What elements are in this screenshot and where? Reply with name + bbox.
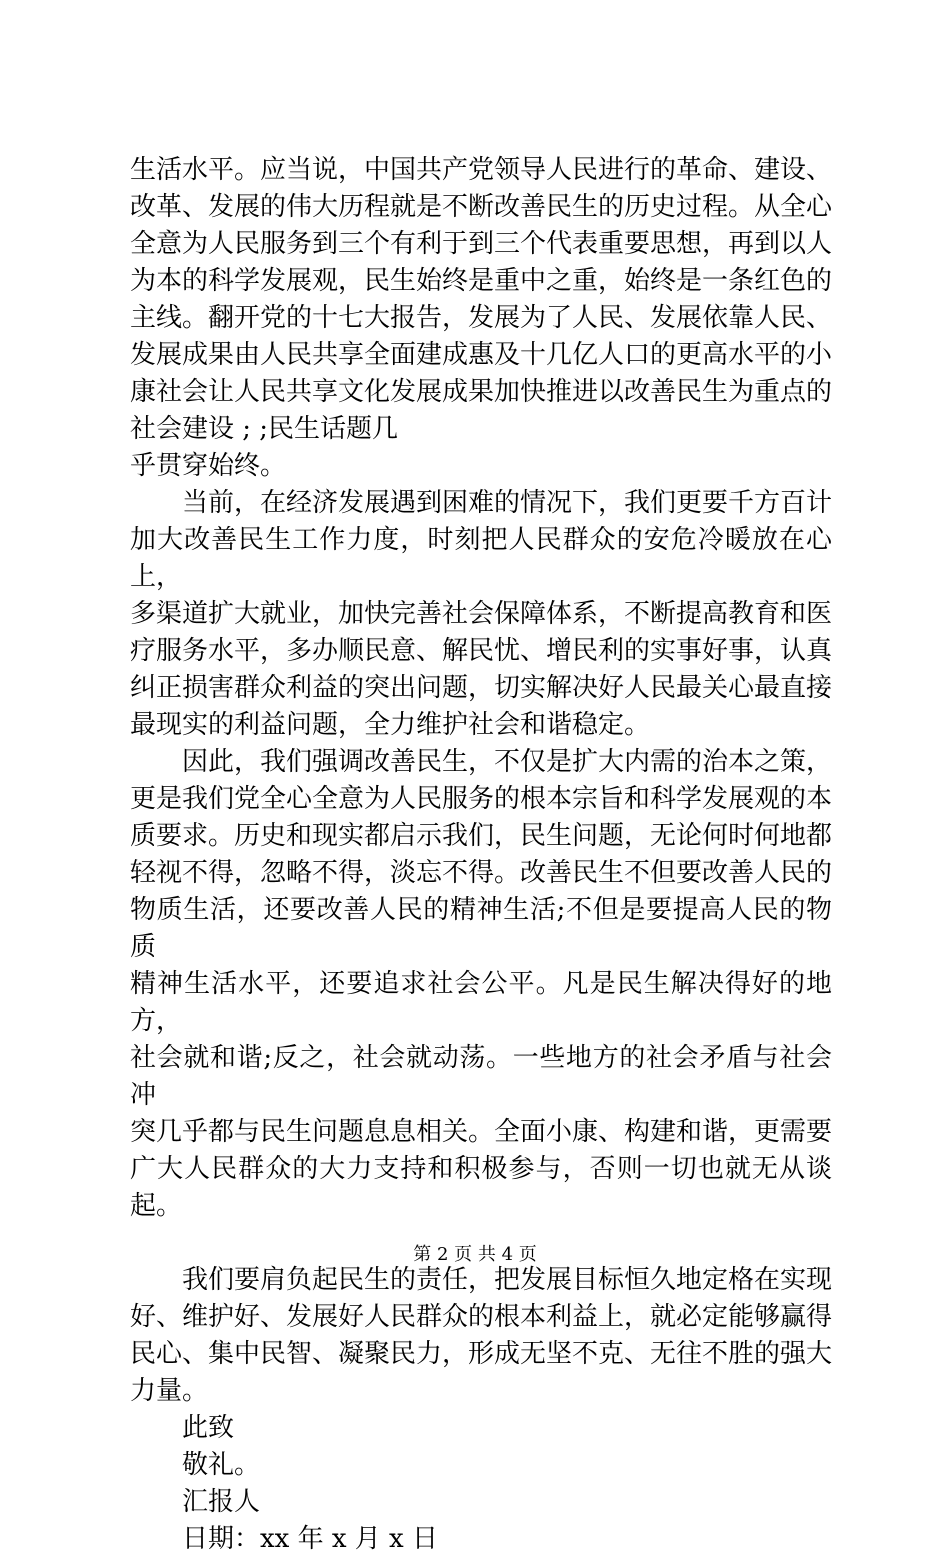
document-body [130, 152, 832, 1558]
page-footer [0, 1243, 950, 1267]
paragraph-1: 生活水平。应当说，中国共产党领导人民进行的革命、建设、 改革、发展的伟大历程就是不断改善民生的历史过程。从全心 全意为人民服务到三个有利于到三个代表重要思想，再到以人 为本的科学发展观，民生始终是重中之重，始终是一条红色的 主线。翻开党的十七大报告，发展为了人民、发展依靠人民、 发展成果由人民共享全面建成惠及十几亿人口的更高水平的小 康社会让人民共享文化发展成果加快推进以改善民生为重点的 社会建设 ; ;民生话题几 乎贯穿始终。 [130, 155, 833, 481]
closing-salutation: 此致 [182, 1413, 235, 1443]
closing-regards: 敬礼。 [182, 1450, 261, 1480]
paragraph-3: 因此，我们强调改善民生，不仅是扩大内需的治本之策， 更是我们党全心全意为人民服务的根本宗旨和科学发展观的本 质要求。历史和现实都启示我们，民生问题，无论何时何地都 轻视不得，忽略不得，淡忘不得。改善民生不但要改善人民的 物质生活，还要改善人民的精神生活;不但是要提高人民的物质 精神生活水平，还要追求社会公平。凡是民生解决得好的地方， 社会就和谐;反之，社会就动荡。一些地方的社会矛盾与社会冲 突几乎都与民生问题息息相关。全面小康、构建和谐，更需要 广大人民群众的大力支持和积极参与，否则一切也就无从谈起。 [130, 747, 833, 1221]
closing-reporter: 汇报人 [182, 1487, 261, 1517]
paragraph-4: 我们要肩负起民生的责任，把发展目标恒久地定格在实现 好、维护好、发展好人民群众的根本利益上，就必定能够赢得 民心、集中民智、凝聚民力，形成无坚不克、无往不胜的强大 力量。 [130, 1265, 833, 1406]
closing-date: 日期：xx 年 x 月 x 日 [182, 1524, 438, 1554]
page-indicator: 第 2 页 共 4 页 [413, 1244, 537, 1265]
paragraph-2: 当前，在经济发展遇到困难的情况下，我们更要千方百计 加大改善民生工作力度，时刻把人民群众的安危冷暖放在心上， 多渠道扩大就业，加快完善社会保障体系，不断提高教育和医 疗服务水平，多办顺民意、解民忧、增民利的实事好事，认真 纠正损害群众利益的突出问题，切实解决好人民最关心最直接 最现实的利益问题，全力维护社会和谐稳定。 [130, 488, 833, 740]
